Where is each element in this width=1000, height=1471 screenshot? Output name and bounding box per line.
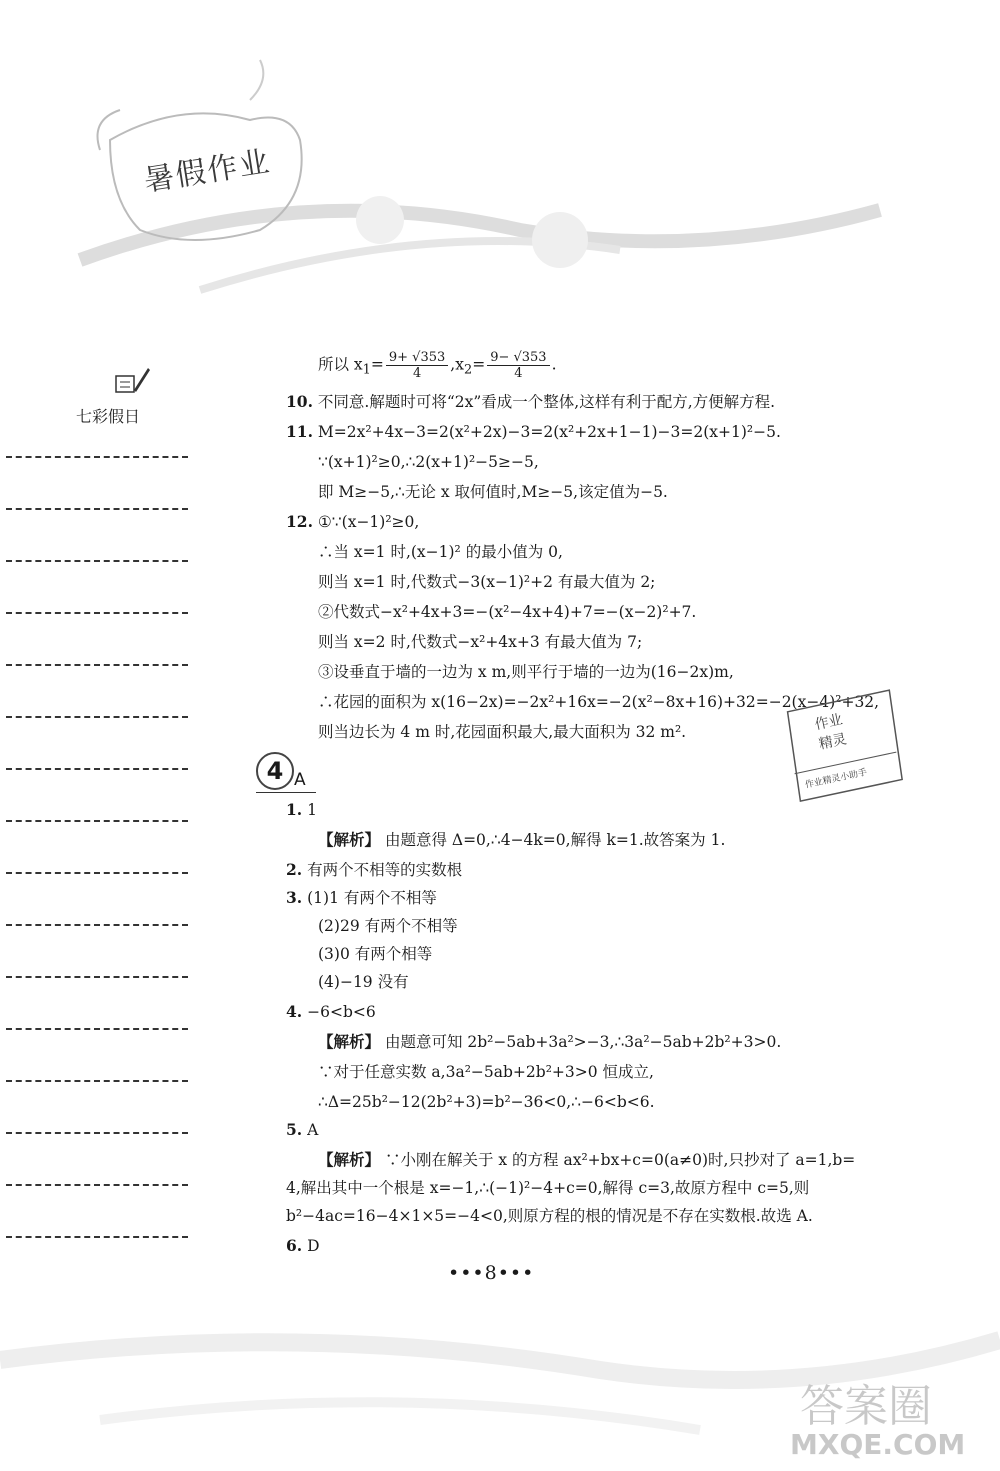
- answer-line: (3)0 有两个相等: [318, 945, 433, 963]
- answer-line: ∵对于任意实数 a,3a²−5ab+2b²+3>0 恒成立,: [318, 1063, 654, 1081]
- answer-line: 则当 x=2 时,代数式−x²+4x+3 有最大值为 7;: [318, 633, 643, 651]
- answer-line: 11. M=2x²+4x−3=2(x²+2x)−3=2(x²+2x+1−1)−3=2(x+1)²−5.: [286, 422, 781, 441]
- notebook-pen-icon: [112, 362, 152, 402]
- answer-line: 4. −6<b<6: [286, 1002, 376, 1021]
- answer-line: 3. (1)1 有两个不相等: [286, 888, 437, 907]
- note-line: [6, 612, 188, 614]
- answer-line: 1. 1: [286, 800, 317, 819]
- analysis-line: 【解析】 ∵小刚在解关于 x 的方程 ax²+bx+c=0(a≠0)时,只抄对了 a=1,b=: [318, 1150, 856, 1169]
- answer-line: 10. 不同意.解题时可将“2x”看成一个整体,这样有利于配方,方便解方程.: [286, 392, 776, 411]
- note-line: [6, 716, 188, 718]
- note-line: [6, 976, 188, 978]
- section-underline: [256, 792, 316, 793]
- stamp: [776, 678, 921, 813]
- answer-line: b²−4ac=16−4×1×5=−4<0,则原方程的根的情况是不存在实数根.故选 A.: [286, 1207, 813, 1225]
- note-line: [6, 768, 188, 770]
- answer-line: ∴当 x=1 时,(x−1)² 的最小值为 0,: [318, 543, 563, 561]
- analysis-line: 【解析】 由题意可知 2b²−5ab+3a²>−3,∴3a²−5ab+2b²+3>0.: [318, 1032, 782, 1051]
- note-line: [6, 1080, 188, 1082]
- answer-line: 4,解出其中一个根是 x=−1,∴(−1)²−4+c=0,解得 c=3,故原方程中 c=5,则: [286, 1179, 810, 1197]
- stamp-line2: 精灵: [817, 731, 849, 753]
- note-line: [6, 664, 188, 666]
- section-number: 4: [256, 752, 294, 790]
- answer-line: 则当边长为 4 m 时,花园面积最大,最大面积为 32 m².: [318, 723, 687, 741]
- header-title: 暑假作业: [141, 144, 274, 199]
- answer-line: ∴花园的面积为 x(16−2x)=−2x²+16x=−2(x²−8x+16)+32=−2(x−4)²+32,: [318, 693, 880, 711]
- stamp-line3: 作业精灵小助手: [804, 767, 869, 791]
- watermark-url: MXQE.COM: [790, 1428, 966, 1461]
- note-line: [6, 872, 188, 874]
- answer-line: (2)29 有两个不相等: [318, 917, 458, 935]
- answer-line: 则当 x=1 时,代数式−3(x−1)²+2 有最大值为 2;: [318, 573, 656, 591]
- note-line: [6, 456, 188, 458]
- answer-line: ②代数式−x²+4x+3=−(x²−4x+4)+7=−(x−2)²+7.: [318, 603, 697, 621]
- answer-line: 即 M≥−5,∴无论 x 取何值时,M≥−5,该定值为−5.: [318, 483, 668, 501]
- answer-line: 12. ①∵(x−1)²≥0,: [286, 512, 420, 531]
- answer-line: 5. A: [286, 1120, 319, 1139]
- answer-line: 6. D: [286, 1236, 320, 1255]
- note-line: [6, 508, 188, 510]
- section-label: A: [294, 770, 306, 790]
- note-line: [6, 1132, 188, 1134]
- sidebar-title: 七彩假日: [76, 407, 141, 426]
- answer-line: ∴Δ=25b²−12(2b²+3)=b²−36<0,∴−6<b<6.: [318, 1093, 655, 1111]
- stamp-line1: 作业: [813, 711, 845, 734]
- answer-line: (4)−19 没有: [318, 973, 409, 991]
- analysis-line: 【解析】 由题意得 Δ=0,∴4−4k=0,解得 k=1.故答案为 1.: [318, 830, 726, 849]
- answer-line: ③设垂直于墙的一边为 x m,则平行于墙的一边为(16−2x)m,: [318, 663, 734, 681]
- solution-line-roots: 所以 $x_1=$ $\frac{9+ √353}{4}$ $,x_2=$ $\frac{9- √353}{4}$ .: [318, 350, 557, 381]
- note-line: [6, 924, 188, 926]
- note-line: [6, 820, 188, 822]
- page-number: •••8•••: [448, 1262, 535, 1284]
- note-line: [6, 1184, 188, 1186]
- note-line: [6, 1028, 188, 1030]
- note-line: [6, 1236, 188, 1238]
- note-line: [6, 560, 188, 562]
- watermark-logo: 答案圈: [800, 1381, 932, 1432]
- answer-line: 2. 有两个不相等的实数根: [286, 860, 463, 879]
- answer-line: ∵(x+1)²≥0,∴2(x+1)²−5≥−5,: [318, 453, 539, 471]
